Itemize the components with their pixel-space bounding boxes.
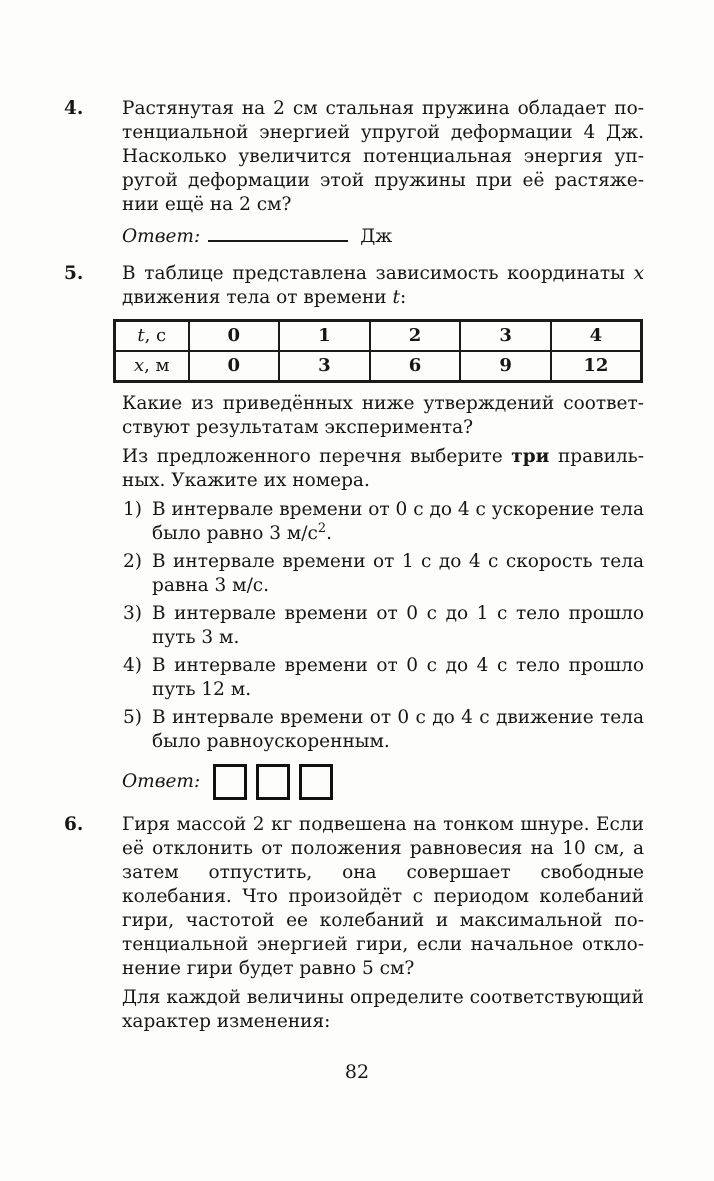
answer-label: Ответ: bbox=[122, 226, 201, 247]
table-cell: 3 bbox=[279, 351, 370, 382]
problem-6-body: Гиря массой 2 кг подвешена на тонком шнуре. Если её отклонить от положения равновесия на 10 см, а затем отпустить, она совершает свободные колебания. Что произойдёт с периодом колебаний гири, частотой ее колебаний и максимальной потенциальной энергией гири, если начальное отклонение гири будет равно 5 см? bbox=[122, 814, 644, 979]
statement-text: В интервале времени от 1 с до 4 с скорость тела равна 3 м/с. bbox=[152, 551, 644, 596]
instruction-text: правильных. Укажите их номера. bbox=[122, 446, 644, 491]
instruction-text: Из предложенного перечня выберите bbox=[122, 446, 512, 467]
answer-box-3[interactable] bbox=[299, 764, 333, 800]
table-cell: 2 bbox=[370, 321, 461, 352]
statement-text: В интервале времени от 0 с до 4 с движение тела было равноускоренным. bbox=[152, 707, 644, 752]
problem-4 bbox=[64, 97, 644, 249]
row-unit: , м bbox=[144, 355, 170, 376]
statement-marker: 3) bbox=[123, 603, 142, 624]
statement-text: В интервале времени от 0 с до 4 с тело прошло путь 12 м. bbox=[152, 655, 644, 700]
intro-text: движения тела от времени bbox=[122, 287, 393, 308]
problem-6-number: 6. bbox=[64, 814, 84, 835]
table-row-label bbox=[115, 321, 189, 352]
superscript: 2 bbox=[317, 520, 327, 536]
page-number: 82 bbox=[344, 1061, 370, 1083]
instruction-bold-word: три bbox=[511, 446, 550, 467]
statement-text: В интервале времени от 0 с до 4 с ускорение тела было равно 3 м/с bbox=[152, 499, 644, 544]
table-cell: 1 bbox=[279, 321, 370, 352]
statement-5 bbox=[122, 706, 644, 754]
statement-list bbox=[122, 498, 644, 754]
answer-box-2[interactable] bbox=[256, 764, 290, 800]
answer-label: Ответ: bbox=[122, 771, 201, 792]
statement-marker: 4) bbox=[123, 655, 142, 676]
row-unit: , с bbox=[144, 325, 167, 346]
table-cell: 3 bbox=[460, 321, 551, 352]
time-coordinate-table bbox=[113, 319, 643, 383]
problem-5-number: 5. bbox=[64, 263, 84, 284]
table-row-label bbox=[115, 351, 189, 382]
variable-t: t bbox=[392, 287, 400, 308]
statement-4 bbox=[122, 654, 644, 702]
problem-4-body: Растянутая на 2 см стальная пружина обладает потенциальной энергией упругой деформации 4 Дж. Насколько увеличится потенциальная энергия упругой деформации этой пружины при её растяжении ещё на 2 см? bbox=[122, 98, 644, 215]
statement-marker: 5) bbox=[123, 707, 142, 728]
problem-4-answer-line bbox=[122, 225, 644, 249]
table-cell: 6 bbox=[370, 351, 461, 382]
intro-text: В таблице представлена зависимость координаты bbox=[122, 263, 634, 284]
answer-blank[interactable] bbox=[208, 225, 348, 242]
table-row-time bbox=[115, 321, 642, 352]
statement-marker: 1) bbox=[123, 499, 142, 520]
table-cell: 9 bbox=[460, 351, 551, 382]
statement-3 bbox=[122, 602, 644, 650]
problem-5 bbox=[64, 262, 644, 800]
statement-marker: 2) bbox=[123, 551, 142, 572]
problem-5-question: Какие из приведённых ниже утверждений соответствуют результатам эксперимента? bbox=[122, 393, 644, 438]
statement-2 bbox=[122, 550, 644, 598]
answer-box-1[interactable] bbox=[213, 764, 247, 800]
intro-text: : bbox=[399, 287, 407, 308]
table-cell: 12 bbox=[551, 351, 642, 382]
problem-5-intro bbox=[122, 262, 644, 310]
row-variable: x bbox=[133, 355, 145, 376]
problem-6-instruction: Для каждой величины определите соответствующий характер изменения: bbox=[122, 987, 644, 1032]
problem-5-instruction bbox=[122, 445, 644, 493]
statement-1 bbox=[122, 498, 644, 546]
table-cell: 4 bbox=[551, 321, 642, 352]
row-variable: t bbox=[137, 325, 145, 346]
table-cell: 0 bbox=[189, 321, 280, 352]
problem-5-answer-line bbox=[122, 764, 644, 800]
statement-text: В интервале времени от 0 с до 1 с тело прошло путь 3 м. bbox=[152, 603, 644, 648]
problem-4-number: 4. bbox=[64, 98, 84, 119]
variable-x: x bbox=[633, 263, 644, 284]
page-content bbox=[64, 97, 644, 1034]
statement-text: . bbox=[326, 523, 333, 544]
problem-6 bbox=[64, 813, 644, 1034]
table-row-coordinate bbox=[115, 351, 642, 382]
table-cell: 0 bbox=[189, 351, 280, 382]
answer-unit: Дж bbox=[360, 226, 393, 247]
